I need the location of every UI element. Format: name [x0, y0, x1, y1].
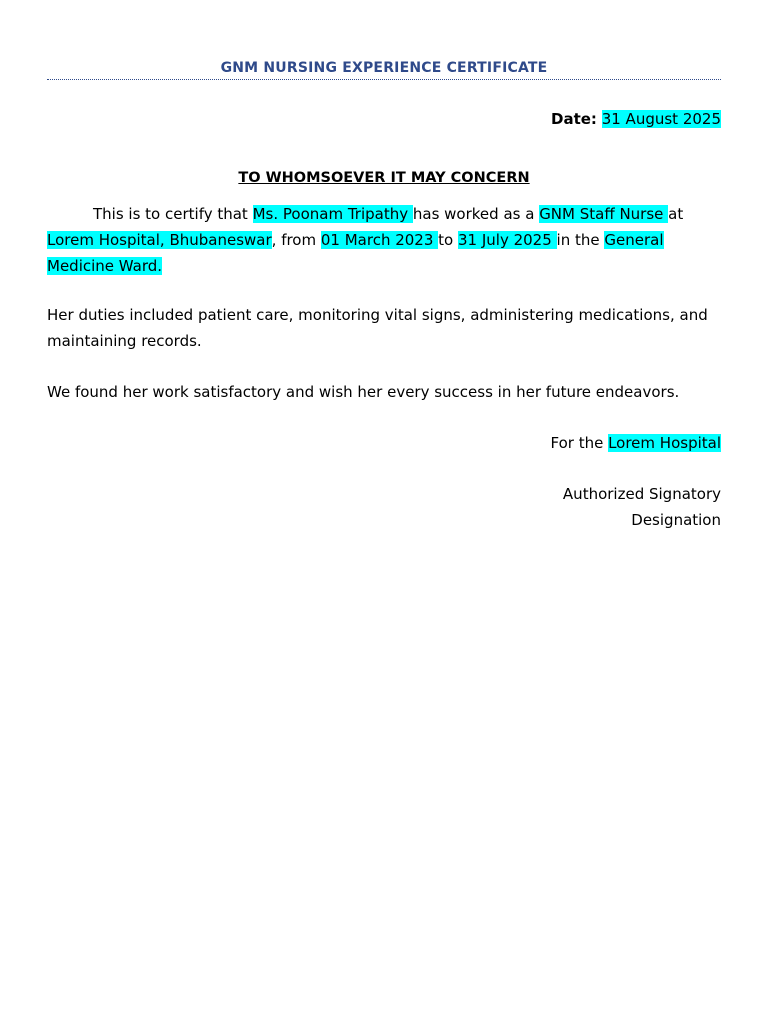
duties-paragraph: Her duties included patient care, monitoring vital signs, administering medications, and maintaining records.: [47, 306, 708, 350]
text-fragment: This is to certify that: [93, 205, 253, 223]
for-label: For the: [550, 434, 609, 452]
hospital-location: Lorem Hospital, Bhubaneswar: [47, 231, 272, 249]
signature-block: [563, 481, 721, 533]
text-fragment: at: [668, 205, 684, 223]
ward-name: General Medicine Ward.: [47, 231, 664, 275]
organization-name: Lorem Hospital: [608, 434, 721, 452]
text-fragment: in the: [556, 231, 605, 249]
certificate-title: GNM NURSING EXPERIENCE CERTIFICATE: [220, 60, 548, 76]
employee-name: Ms. Poonam Tripathy: [252, 205, 413, 223]
date-line: [551, 110, 721, 128]
authorized-signatory: Authorized Signatory: [562, 485, 721, 503]
certification-paragraph: [47, 201, 721, 279]
text-fragment: , from: [271, 231, 321, 249]
text-fragment: has worked as a: [412, 205, 540, 223]
closing-paragraph: We found her work satisfactory and wish her every success in her future endeavors.: [47, 383, 680, 401]
text-fragment: to: [438, 231, 458, 249]
title-divider: [47, 79, 721, 80]
date-value: 31 August 2025: [601, 110, 721, 128]
salutation-heading: TO WHOMSOEVER IT MAY CONCERN: [238, 170, 530, 186]
for-organization-line: [550, 430, 721, 456]
date-label: Date:: [551, 110, 597, 128]
job-role: GNM Staff Nurse: [539, 205, 669, 223]
designation: Designation: [631, 511, 721, 529]
end-date: 31 July 2025: [458, 231, 557, 249]
start-date: 01 March 2023: [320, 231, 439, 249]
